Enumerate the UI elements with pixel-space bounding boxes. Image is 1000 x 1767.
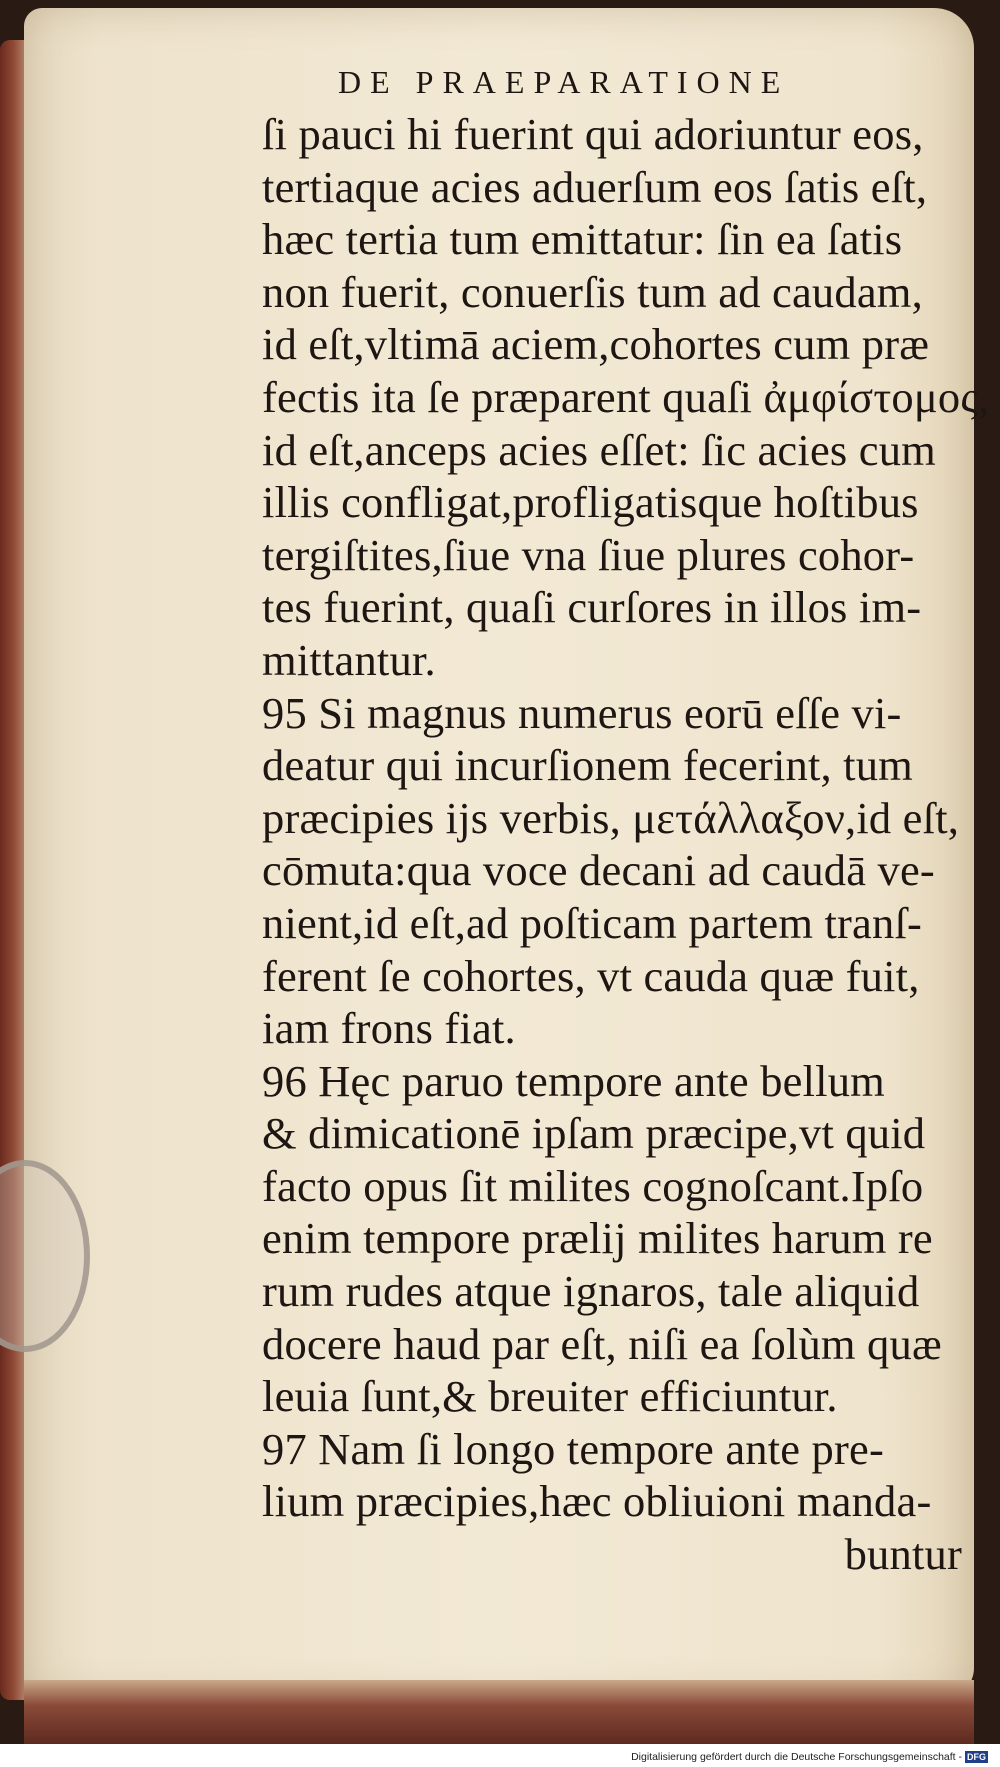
- text-line: 97 Nam ſi longo tempore ante pre-: [262, 1423, 884, 1474]
- text-line: fectis ita ſe præparent quaſi ἀμφίστομος,: [262, 371, 990, 422]
- text-line: enim tempore prælij milites harum re: [262, 1213, 933, 1264]
- dfg-logo: DFG: [967, 1752, 986, 1762]
- text-line: ferent ſe cohortes, vt cauda quæ fuit,: [262, 950, 920, 1001]
- text-lines: [262, 108, 990, 1528]
- text-line: iam frons fiat.: [262, 1003, 516, 1054]
- text-line: docere haud par eſt, niſi ea ſolùm quæ: [262, 1318, 942, 1369]
- text-line: id eſt,anceps acies eſſet: ſic acies cum: [262, 424, 936, 475]
- text-line: tertiaque acies aduerſum eos ſatis eſt,: [262, 161, 928, 212]
- text-line: hæc tertia tum emittatur: ſin ea ſatis: [262, 214, 903, 265]
- text-line: & dimicationē ipſam præcipe,vt quid: [262, 1108, 926, 1159]
- page-text-block: [262, 60, 990, 1581]
- catchword: buntur: [844, 1529, 962, 1580]
- text-line: non fuerit, conuerſis tum ad caudam,: [262, 266, 923, 317]
- text-line: facto opus ſit milites cognoſcant.Ipſo: [262, 1160, 924, 1211]
- text-line: id eſt,vltimā aciem,cohortes cum præ: [262, 319, 930, 370]
- text-line: cōmuta:qua voce decani ad caudā ve-: [262, 845, 935, 896]
- credit-text: Digitalisierung gefördert durch die Deutsche Forschungsgemeinschaft -: [631, 1751, 962, 1763]
- text-line: ſi pauci hi fuerint qui adoriuntur eos,: [262, 109, 924, 159]
- text-line: lium præcipies,hæc obliuioni manda-: [262, 1476, 932, 1527]
- text-line: 95 Si magnus numerus eorū eſſe vi-: [262, 687, 902, 738]
- page-bottom-edge: [24, 1680, 974, 1744]
- running-title: DE PRAEPARATIONE: [338, 64, 790, 100]
- text-line: rum rudes atque ignaros, tale aliquid: [262, 1266, 920, 1317]
- text-line: deatur qui incurſionem fecerint, tum: [262, 740, 913, 791]
- text-line: nient,id eſt,ad poſticam partem tranſ-: [262, 897, 923, 948]
- text-line: illis confligat,profligatisque hoſtibus: [262, 477, 919, 528]
- digitization-credit: [631, 1747, 988, 1767]
- text-line: mittantur.: [262, 634, 436, 685]
- text-line: 96 Hęc paruo tempore ante bellum: [262, 1055, 885, 1106]
- text-line: tergiſtites,ſiue vna ſiue plures cohor-: [262, 529, 915, 580]
- text-line: leuia ſunt,& breuiter efficiuntur.: [262, 1371, 838, 1422]
- text-line: tes fuerint, quaſi curſores in illos im-: [262, 582, 922, 633]
- text-line: præcipies ijs verbis, μετάλλαξον,id eſt,: [262, 792, 960, 843]
